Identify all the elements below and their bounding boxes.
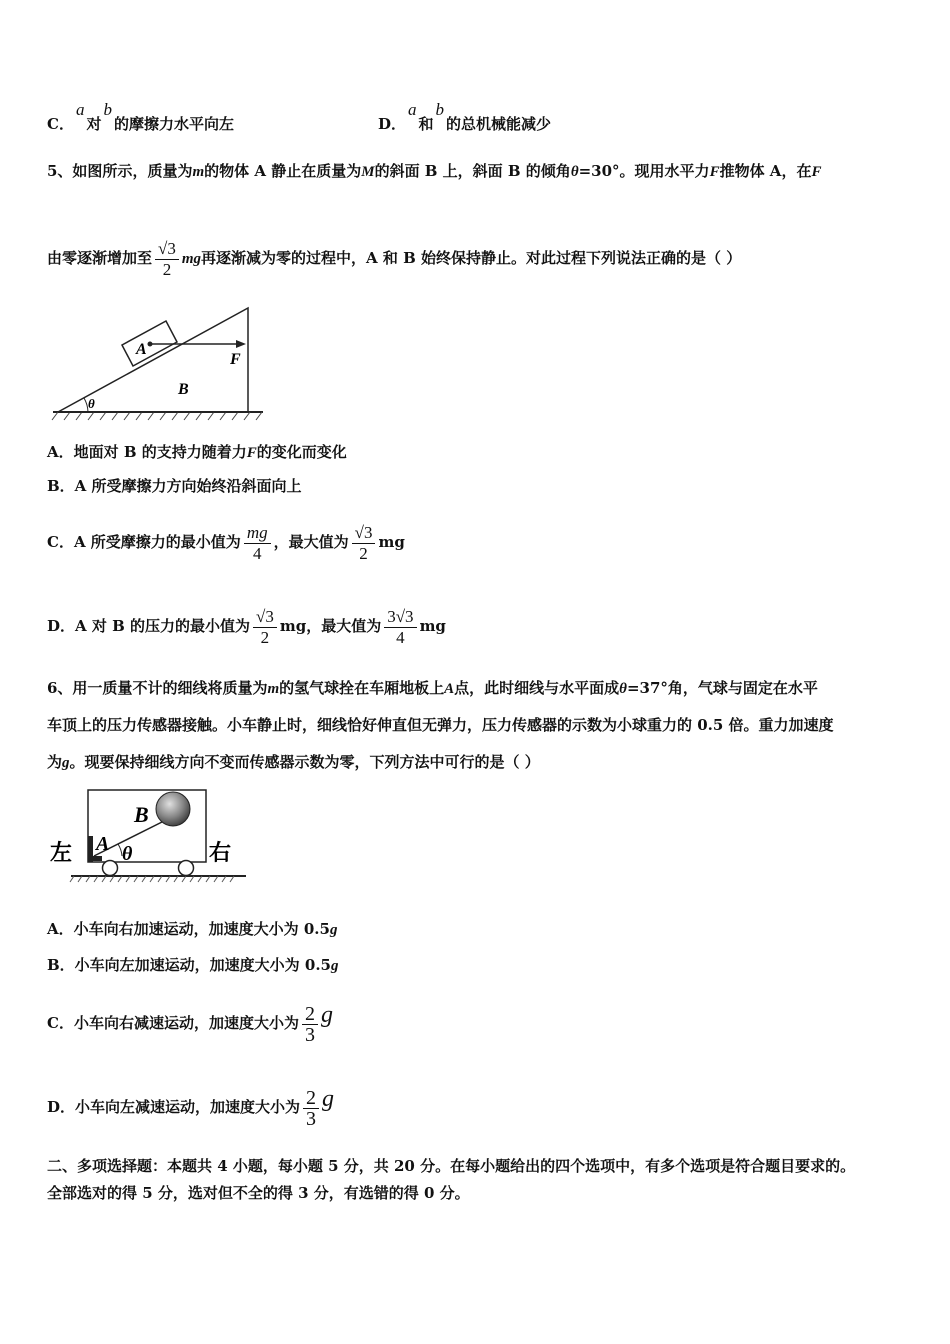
ground-hatching xyxy=(52,412,262,420)
label-a: A xyxy=(96,833,110,855)
wheel-left xyxy=(103,861,118,876)
wheel-right xyxy=(179,861,194,876)
q5-option-d: D．A 对 B 的压力的最小值为 $\frac{√3}{2}$ mg，最大值为 $\frac{3√3}{4}$ mg xyxy=(47,606,446,647)
q5-option-a: A．地面对 B 的支持力随着力F的变化而变化 xyxy=(47,443,347,461)
prev-option-c: C．a对b的摩擦力水平向左 xyxy=(47,100,234,133)
section2-line2: 全部选对的得 5 分，选对但不全的得 3 分，有选错的得 0 分。 xyxy=(47,1184,470,1202)
q5-option-b: B．A 所受摩擦力方向始终沿斜面向上 xyxy=(47,477,302,495)
label-b: B xyxy=(134,802,149,827)
q6-stem-line2: 车顶上的压力传感器接触。小车静止时，细线恰好伸直但无弹力，压力传感器的示数为小球重力的 0.5 倍。重力加速度 xyxy=(47,716,834,734)
q6-cart-figure xyxy=(46,784,246,884)
q5-option-c: C．A 所受摩擦力的最小值为 $\frac{mg}{4}$ ，最大值为 $\frac{√3}{2}$ mg xyxy=(47,522,405,563)
q5-stem-line1: 5、如图所示，质量为m的物体 A 静止在质量为M的斜面 B 上，斜面 B 的倾角θ=30°。现用水平力F推物体 A，在F xyxy=(47,162,822,180)
q6-option-d: D．小车向左减速运动，加速度大小为 $\frac{2}{3}$ g xyxy=(47,1086,335,1130)
force-f-arrowhead xyxy=(236,340,246,348)
q5-stem-line2: 由零逐渐增加至 $\frac{√3}{2}$ mg再逐渐减为零的过程中，A 和 B 始终保持静止。对此过程下列说法正确的是（ ） xyxy=(47,238,742,279)
label-left: 左 xyxy=(50,840,73,865)
label-b: B xyxy=(178,381,189,398)
incline-b xyxy=(58,308,248,412)
label-right: 右 xyxy=(209,840,232,865)
prev-option-d: D．a和b的总机械能减少 xyxy=(378,100,552,133)
label-theta: θ xyxy=(88,396,95,411)
label-f: F xyxy=(230,351,241,368)
q6-option-a: A．小车向右加速运动，加速度大小为 0.5g xyxy=(47,920,338,938)
q5-fraction: $\frac{√3}{2}$ xyxy=(155,239,179,280)
q5-incline-figure xyxy=(48,300,268,425)
anchor-base xyxy=(88,856,102,861)
balloon xyxy=(156,792,190,826)
q6-stem-line1: 6、用一质量不计的细线将质量为m的氢气球拴在车厢地板上A点，此时细线与水平面成θ=37°角，气球与固定在水平 xyxy=(47,679,818,697)
q6-option-b: B．小车向左加速运动，加速度大小为 0.5g xyxy=(47,956,339,974)
q6-stem-line3: 为g。现要保持细线方向不变而传感器示数为零，下列方法中可行的是（ ） xyxy=(47,753,540,771)
label-a: A xyxy=(136,341,147,358)
section2-line1: 二、多项选择题：本题共 4 小题，每小题 5 分，共 20 分。在每小题给出的四个选项中，有多个选项是符合题目要求的。 xyxy=(47,1157,856,1175)
q6-option-c: C．小车向右减速运动，加速度大小为 $\frac{2}{3}$ g xyxy=(47,1002,333,1046)
label-theta: θ xyxy=(122,843,133,865)
